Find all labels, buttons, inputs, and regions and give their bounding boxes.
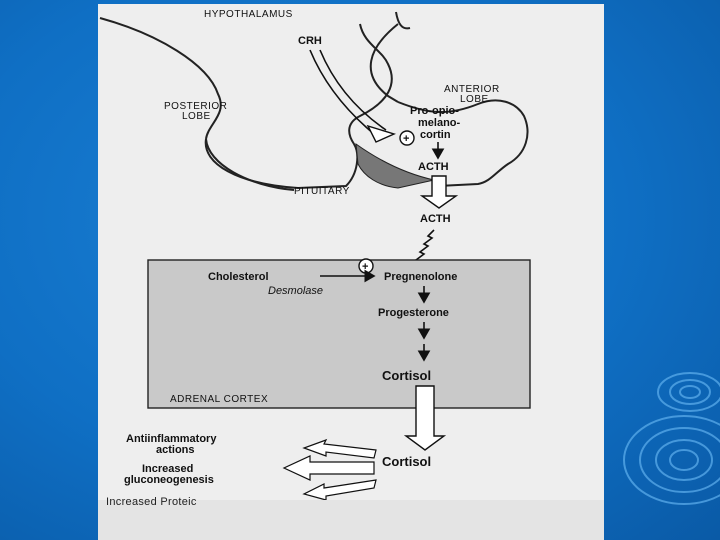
posterior-lobe-label-2: LOBE bbox=[182, 111, 211, 122]
effect-arrow-3 bbox=[304, 480, 376, 500]
pomc-label-1: Pro-opio- bbox=[410, 105, 459, 117]
acth-label-1: ACTH bbox=[418, 161, 449, 173]
adrenal-cortex-box bbox=[148, 260, 530, 408]
antiinflammatory-label-2: actions bbox=[156, 444, 195, 456]
pituitary-label: PITUITARY bbox=[294, 186, 350, 197]
gluconeogenesis-label-1: Increased bbox=[142, 463, 194, 475]
hpa-axis-diagram bbox=[98, 4, 604, 500]
hypothalamus-label: HYPOTHALAMUS bbox=[204, 9, 293, 20]
pomc-label-2: melano- bbox=[418, 117, 461, 129]
cholesterol-label: Cholesterol bbox=[208, 271, 269, 283]
anterior-lobe-label-1: ANTERIOR bbox=[444, 84, 500, 95]
acth-zigzag-arrow bbox=[408, 230, 434, 262]
caption-bar bbox=[98, 496, 604, 540]
gluconeogenesis-label-2: gluconeogenesis bbox=[124, 474, 214, 486]
pomc-label-3: cortin bbox=[420, 129, 451, 141]
scanned-diagram bbox=[98, 4, 604, 500]
antiinflammatory-label-1: Antiinflammatory bbox=[126, 433, 217, 445]
effect-arrow-1 bbox=[304, 440, 376, 458]
adrenal-cortex-label: ADRENAL CORTEX bbox=[170, 394, 269, 405]
anterior-lobe-label-2: LOBE bbox=[460, 94, 489, 105]
posterior-lobe-label-1: POSTERIOR bbox=[164, 101, 228, 112]
cortisol-label-1: Cortisol bbox=[382, 368, 432, 383]
progesterone-label: Progesterone bbox=[378, 307, 449, 319]
ripple-decoration bbox=[604, 340, 720, 540]
posterior-lobe-outline bbox=[206, 139, 294, 190]
crh-label: CRH bbox=[298, 35, 322, 47]
cortisol-label-2: Cortisol bbox=[382, 454, 432, 469]
acth-label-2: ACTH bbox=[420, 213, 451, 225]
desmolase-label: Desmolase bbox=[268, 285, 324, 297]
plus-sign-2: + bbox=[362, 261, 369, 273]
caption-text: Increased Proteic bbox=[106, 496, 197, 508]
plus-sign-1: + bbox=[403, 133, 410, 145]
pregnenolone-label: Pregnenolone bbox=[384, 271, 458, 283]
effect-arrow-2 bbox=[284, 456, 374, 480]
